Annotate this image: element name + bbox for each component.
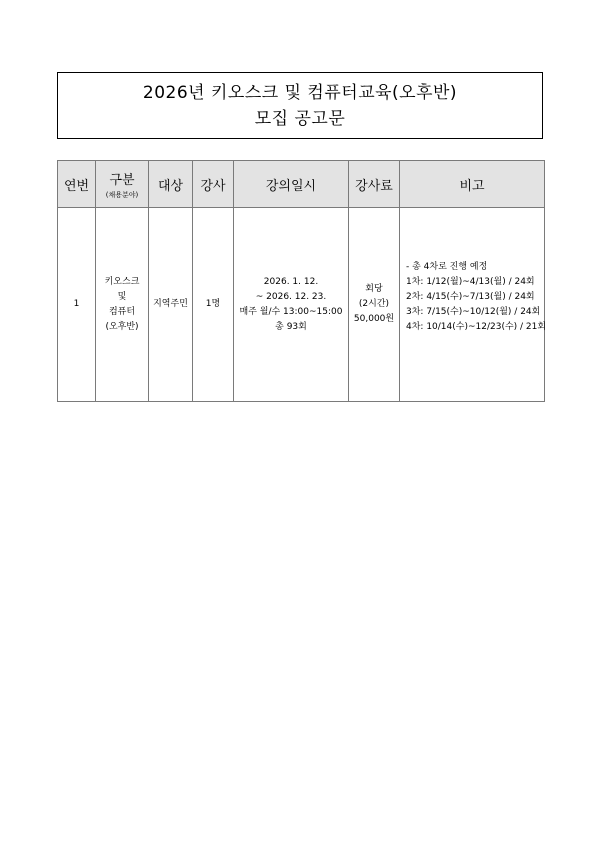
- table-header-row: [58, 161, 545, 208]
- header-no: 연번: [58, 161, 96, 208]
- remarks-line: - 총 4차로 진행 예정: [406, 262, 488, 272]
- cell-no: 1: [58, 208, 96, 402]
- title-box: [57, 72, 543, 139]
- cell-fee: [349, 208, 400, 402]
- header-remarks: 비고: [400, 161, 545, 208]
- schedule-line: ~ 2026. 12. 23.: [255, 291, 327, 302]
- header-target: 대상: [149, 161, 193, 208]
- category-line: 및: [117, 291, 127, 302]
- title-line-2: 모집 공고문: [254, 108, 346, 129]
- schedule-line: 2026. 1. 12.: [263, 276, 319, 287]
- schedule-line: 총 93회: [275, 321, 307, 332]
- category-line: 키오스크: [104, 276, 140, 287]
- remarks-line: 3차: 7/15(수)~10/12(월) / 24회: [406, 307, 541, 317]
- fee-line: 회당: [365, 284, 383, 294]
- remarks-line: 2차: 4/15(수)~7/13(월) / 24회: [406, 292, 535, 302]
- category-line: 컴퓨터: [108, 306, 136, 317]
- header-instructor: 강사: [193, 161, 234, 208]
- schedule-line: 매주 월/수 13:00~15:00: [239, 306, 343, 317]
- header-category: [96, 161, 149, 208]
- cell-target: 지역주민: [149, 208, 193, 402]
- cell-instructor: 1명: [193, 208, 234, 402]
- remarks-block: [406, 260, 547, 335]
- category-line: (오후반): [105, 321, 139, 332]
- table-row: [58, 208, 545, 402]
- header-category-label: 구분: [109, 172, 135, 188]
- remarks-line: 4차: 10/14(수)~12/23(수) / 21회: [406, 322, 547, 332]
- header-fee: 강사료: [349, 161, 400, 208]
- title-line-1: 2026년 키오스크 및 컴퓨터교육(오후반): [142, 82, 458, 103]
- remarks-line: 1차: 1/12(월)~4/13(월) / 24회: [406, 277, 535, 287]
- header-schedule: 강의일시: [234, 161, 349, 208]
- header-category-sub: (채용분야): [105, 190, 139, 199]
- cell-schedule: [234, 208, 349, 402]
- fee-line: (2시간): [358, 299, 390, 309]
- fee-line: 50,000원: [353, 314, 395, 324]
- cell-remarks: [400, 208, 545, 402]
- recruitment-table: [57, 160, 545, 402]
- cell-category: [96, 208, 149, 402]
